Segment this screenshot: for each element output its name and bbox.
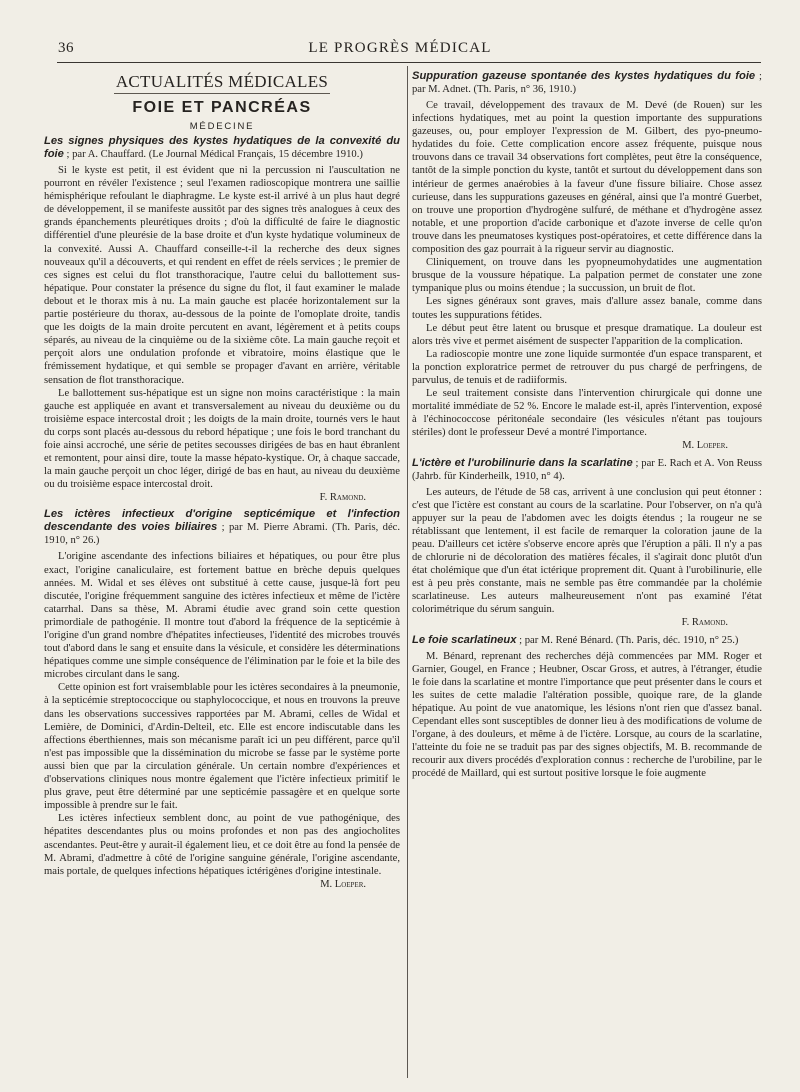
article-heading (412, 70, 762, 96)
article-paragraph: L'origine ascendante des infections biliaires et hépatiques, ou pour être plus exact, l'origine canaliculaire, est fortement battue en brèche depuis quelques années. M. Widal et ses élèves ont substitué à cette cause, jusque-là fort peu discutée, l'origine fréquemment sanguine des ictères infectieux et même de l'ictère catarrhal. Dans sa thèse, M. Abrami étudie avec grand soin cette question primordiale de pathogénie. Il montre tout d'abord la fréquence de la septicémie à l'origine d'un grand nombre d'hépatites infectieuses, l'identité des microbes trouvés tout d'abord dans le sang et ensuite dans la vésicule, et considère les déterminations hépatiques comme une simple conséquence de l'élimination par le foie et la bile des microbes circulant dans le sang. (44, 551, 400, 681)
journal-title: LE PROGRÈS MÉDICAL (308, 40, 492, 56)
article-title: Suppuration gazeuse spontanée des kystes hydatiques du foie (412, 70, 756, 82)
article-suppuration-gazeuse (412, 70, 762, 453)
article-paragraph: Cliniquement, on trouve dans les pyopneumohydatides une augmentation brusque de la voussure hépatique. La palpation permet de constater une zone tympanique plus ou moins étendue ; la succussion, un bruit de flot. (412, 257, 762, 295)
article-title: Les ictères infectieux d'origine septicémique et l'infection descendante des voies biliaires (44, 508, 400, 534)
article-reference: ; par A. Chauffard. (Le Journal Médical Français, 15 décembre 1910.) (63, 149, 363, 160)
article-title: L'ictère et l'urobilinurie dans la scarlatine (412, 456, 633, 469)
article-paragraph: Le ballottement sus-hépatique est un signe non moins caractéristique : la main gauche est appliquée en avant et transversalement au niveau du deuxième ou du troisième espace intercostal droit ; les doigts de la main droite, tournés vers le haut du corps sont placés au-dessous du rebord hépatique ; une fois le bord tranchant du foie ainsi accroché, une série de petites secousses dirigées de bas en haut ébranlent et remontent, pour ainsi dire, toute la masse hépato-kystique. Or, à chaque saccade, la main gauche perçoit un choc léger, dirigé de bas en haut, au niveau du deuxième ou du troisième espace intercostal droit. (44, 387, 400, 491)
page-number: 36 (58, 40, 74, 56)
left-column (44, 68, 400, 1084)
article-signature: M. Loeper. (682, 440, 728, 452)
article-paragraph: Les auteurs, de l'étude de 58 cas, arrivent à une conclusion qui peut étonner : c'est que l'ictère est constant au cours de la scarlatine. Pour l'observer, on n'a qu'à appuyer sur la peau de l'abdomen avec les doigts étendus ; la rougeur ne se rétablissant que lentement, il est facile de remarquer la coloration jaune de la peau. D'ailleurs cet ictère s'observe encore après que l'éruption a pâli. Il n'y a pas de chlorurie ni de décoloration des matières fécales, il s'agirait donc plutôt d'un état cholémique que d'un état ictérique proprement dit. Quant à l'urobilinurie, elle est à peu près constante, mais ne semble pas être commandée par la cholémie scarlatineuse. Les auteurs malheureusement n'ont pas examiné l'état colorimétrique du sérum sanguin. (412, 486, 762, 616)
article-paragraph: Ce travail, développement des travaux de M. Devé (de Rouen) sur les infections hydatiques, met au point la question importante des suppurations gazeuses, ou, pour employer l'expression de M. Gilbert, des pyo-pneumo-hydatides du foie. Cette complication encore assez fréquente, puisque nous trouvons dans ce travail 34 observations fort complètes, peut être la conséquence, tantôt de la simple ponction du kyste, tantôt et surtout du développement dans son intérieur de germes anaérobies à la faveur d'une fissure biliaire. Chose assez curieuse, dans les suppurations gazeuses en général, ainsi que l'a montré Guerbet, on trouve une proportion d'hydrogène sulfuré, de méthane et d'hydrogène assez notable, et une proportion d'acide carbonique et d'azote inverse de celle qu'on trouve dans les pneumatoses kystiques post-opératoires, et cette différence dans la composition des gaz pourrait à la rigueur servir au diagnostic. (412, 100, 762, 256)
article-title: Le foie scarlatineux (412, 633, 517, 646)
article-paragraph: Les signes généraux sont graves, mais d'allure assez banale, comme dans toutes les suppurations fétides. (412, 296, 762, 321)
article-reference: ; par E. Rach et A. Von Reuss (Jahrb. für Kinderheilk, 1910, n° 4). (412, 457, 762, 482)
article-ictere-scarlatine (412, 457, 762, 630)
header-rule (57, 62, 761, 63)
article-reference: ; par M. Pierre Abrami. (Th. Paris, déc. 1910, n° 26.) (44, 522, 400, 547)
running-header (0, 0, 800, 58)
article-paragraph: Le début peut être latent ou brusque et presque dramatique. La douleur est alors très vive et permet aisément de suspecter l'apparition de la complication. (412, 322, 762, 347)
article-signature: F. Ramond. (319, 492, 366, 504)
article-reference: ; par M. René Bénard. (Th. Paris, déc. 1910, n° 25.) (516, 634, 739, 646)
article-kystes-hydatiques (44, 135, 400, 504)
article-heading (412, 634, 762, 647)
article-reference: ; par M. Adnet. (Th. Paris, n° 36, 1910.) (412, 71, 762, 95)
article-signature: F. Ramond. (681, 617, 728, 629)
subsection-label: MÉDECINE (189, 121, 255, 132)
right-column (412, 68, 762, 1084)
article-paragraph: Les ictères infectieux semblent donc, au point de vue pathogénique, des hépatites descendantes plus ou moins profondes et non pas des angiocholites ascendantes. Peut-être y aurait-il également lieu, et ce doit être au fond la pensée de M. Abrami, d'admettre à côté de l'origine sanguine générale, l'origine ascendante, mais portale, de quelques infections hépatiques ictérigènes d'origine intestinale. (44, 813, 400, 877)
article-foie-scarlatineux (412, 634, 762, 781)
article-paragraph: Cette opinion est fort vraisemblable pour les ictères secondaires à la pneumonie, à la septicémie streptococcique ou staphylococcique, et nous en trouvons la preuve dans les observations successives rapportées par M. Abrami, celles de Widal et Lemière, de Dominici, d'Ardin-Delteil, etc. Elle est encore indiscutable dans les affections éberthiennes, mais son mécanisme paraît ici un peu différent, parce qu'il n'est pas impossible que la dissémination du microbe se fasse par le système porte aussi bien que par la circulation générale. Un certain nombre d'expériences et d'observations cliniques nous montre également que l'ictère infectieux primitif le plus grave, peut être déterminé par une septicémie passagère et en quelque sorte impossible à prendre sur le fait. (44, 682, 400, 812)
subsection-title: FOIE ET PANCRÉAS (132, 99, 312, 116)
column-divider (407, 66, 408, 1078)
article-paragraph: La radioscopie montre une zone liquide surmontée d'un espace transparent, et la ponction exploratrice permet de retrouver du pus chargé de perfringens, de parvulus, de tenuis et de radiiformis. (412, 348, 762, 386)
article-paragraph: M. Bénard, reprenant des recherches déjà commencées par MM. Roger et Garnier, Gougel, en France ; Heubner, Oscar Gross, et autres, à l'étranger, étudie le foie dans la scarlatine et montre l'importance que peut présenter dans le cours et les suites de cette maladie l'altération possible, quoique rare, de la glande hépatique. Au point de vue anatomique, les lésions n'ont rien que d'assez banal. Cependant elles sont susceptibles de donner lieu à des modifications de volume de l'organe, à des douleurs, et même à de l'ictère. Lorsque, au cours de la scarlatine, l'atteinte du foie ne se traduit pas par des signes objectifs, M. B. recommande de recourir aux divers procédés d'exploration connus : recherche de l'urobiline, par le procédé de Maillard, qui est surtout positive lorsque le foie augmente (412, 650, 762, 780)
article-paragraph: Si le kyste est petit, il est évident que ni la percussion ni l'auscultation ne pourront en révéler l'existence ; seul l'examen radioscopique montrera une saillie hémisphérique refoulant le diaphragme. Le kyste est-il arrivé à un plus haut degré de développement, il se manifeste aussitôt par des signes très analogues à ceux des grands épanchements pleurétiques droits ; d'où la difficulté de faire le diagnostic différentiel d'une pleurésie de la base droite et d'un kyste hydatique volumineux de la convexité. Aussi A. Chauffard conseille-t-il la recherche des deux signes nouveaux qu'il a découverts, et qui rendent en effet de réels services ; le premier de ces signes est celui du flot transthoracique, l'autre celui du ballottement sus-hépatique. Pour constater la présence du signe du flot, il faut examiner le malade debout et le thorax mis à nu. La main gauche est placée horizontalement sur la partie postérieure du thorax, au-dessous de la pointe de l'omoplate droite, tandis que les doigts de la main droite percutent en avant, légèrement et à petits coups séparés, au niveau de la cinquième ou de la sixième côte. La main gauche reçoit et perçoit alors une ondulation profonde et vibratoire, moins élastique que le frémissement hydatique, et qui semble se propager d'avant en arrière, véritable sensation de flot transthoracique. (44, 165, 400, 386)
article-heading (44, 508, 400, 547)
article-paragraph: Le seul traitement consiste dans l'intervention chirurgicale qui donne une mortalité immédiate de 52 %. Encore le malade est-il, après l'intervention, exposé à l'échinococcose péritonéale secondaire (les vésicules n'étant pas toujours stériles) dont le professeur Devé a montré l'importance. (412, 388, 762, 439)
article-icteres-infectieux (44, 508, 400, 890)
article-heading (44, 135, 400, 161)
article-heading (412, 457, 762, 483)
article-title: Les signes physiques des kystes hydatiques de la convexité du foie (44, 135, 400, 160)
article-signature: M. Loeper. (320, 878, 366, 890)
section-title: ACTUALITÉS MÉDICALES (114, 72, 330, 94)
